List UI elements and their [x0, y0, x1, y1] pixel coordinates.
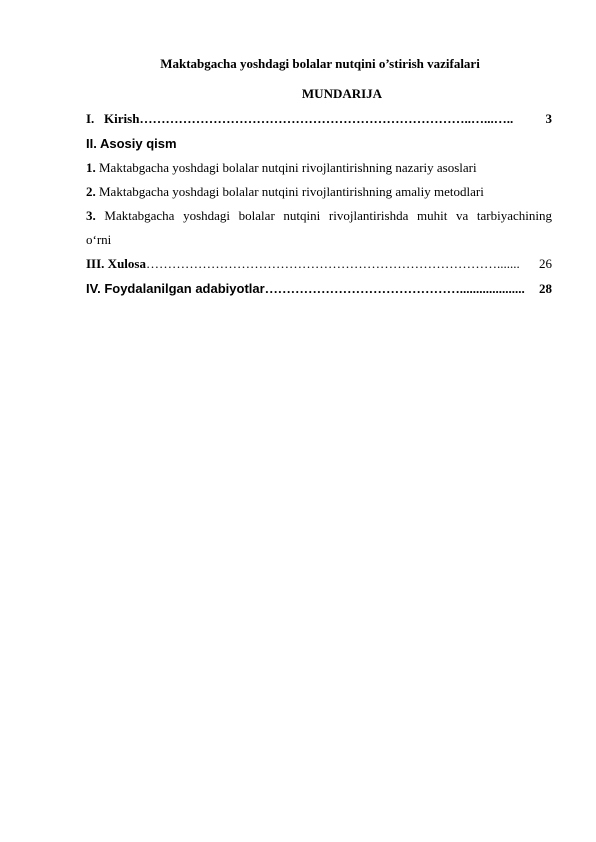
toc-subentry-text: Maktabgacha yoshdagi bolalar nutqini rivojlantirishda muhit va tarbiyachining: [104, 208, 552, 223]
toc-leader-dots: ………………………………………....................: [264, 281, 525, 296]
document-title: Maktabgacha yoshdagi bolalar nutqini o’stirish vazifalari: [160, 56, 480, 71]
toc-subentry-text: Maktabgacha yoshdagi bolalar nutqini rivojlantirishning nazariy asoslari: [99, 160, 477, 175]
toc-page-number: 3: [545, 111, 552, 126]
toc-entry-main[interactable]: II. Asosiy qism: [86, 136, 177, 151]
toc-leader-dots: …………………………………………………………………..…...…..: [139, 111, 514, 126]
toc-subentry-3[interactable]: [86, 208, 552, 224]
toc-subentry-1[interactable]: [86, 160, 552, 176]
toc-entry-references[interactable]: [86, 281, 552, 297]
toc-subentry-number: 1.: [86, 160, 96, 175]
toc-subentry-2[interactable]: [86, 184, 552, 200]
toc-leader-dots: ……………………………………………………………………….......: [145, 256, 520, 271]
toc-entry-intro[interactable]: [86, 111, 552, 127]
toc-subentry-text: Maktabgacha yoshdagi bolalar nutqini rivojlantirishning amaliy metodlari: [99, 184, 484, 199]
toc-subentry-number: 3.: [86, 208, 96, 223]
toc-subentry-number: 2.: [86, 184, 96, 199]
toc-page-number: 28: [539, 281, 552, 296]
toc-heading: MUNDARIJA: [301, 86, 383, 101]
toc-entry-conclusion[interactable]: [86, 256, 552, 272]
toc-entry-label: I. Kirish: [86, 111, 140, 126]
toc-entry-label: IV. Foydalanilgan adabiyotlar: [86, 281, 265, 296]
toc-page-number: 26: [539, 256, 552, 271]
toc-entry-label: III. Xulosa: [86, 256, 146, 271]
toc-subentry-3-continued: o‘rni: [86, 232, 112, 247]
